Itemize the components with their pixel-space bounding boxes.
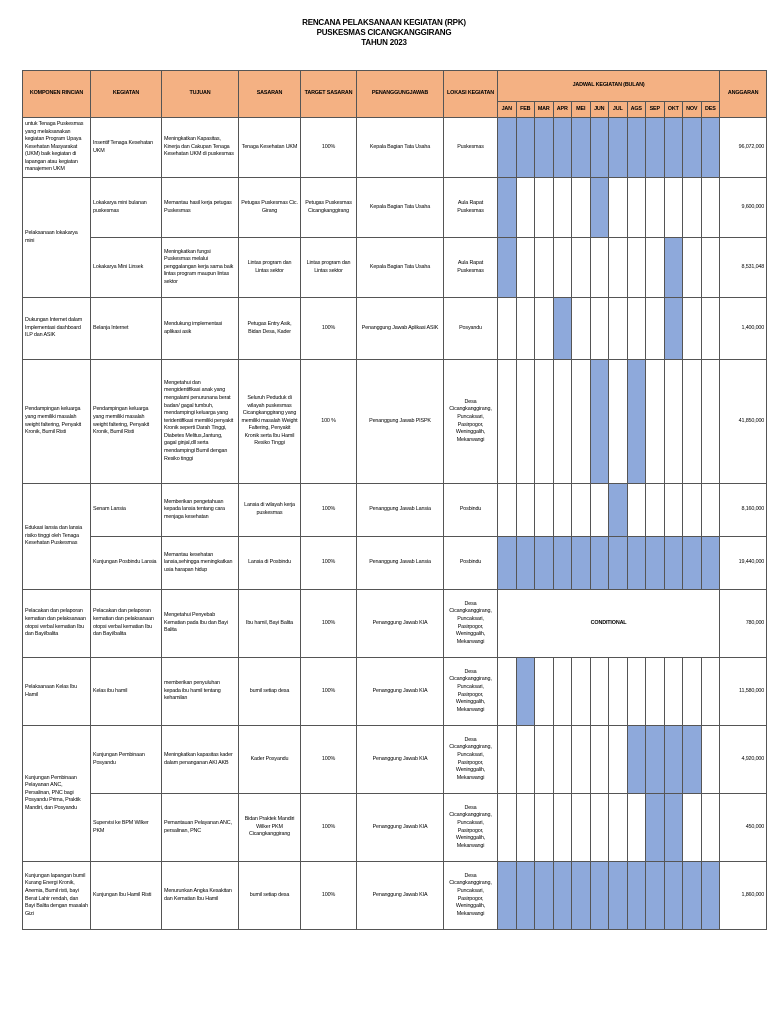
sasaran-cell: bumil setiap desa [239, 658, 301, 726]
table-row [23, 360, 767, 484]
tujuan-cell: Meningkatkan kapasitas kader dalam penanganan AKI AKB [162, 726, 239, 794]
schedule-cell [683, 118, 702, 178]
tujuan-cell: Meningkatkan Kapasitas, Kinerja dan Cakupan Tenaga Kesehatan UKM di puskesmas [162, 118, 239, 178]
schedule-cell [553, 794, 572, 862]
kegiatan-cell: Kunjungan Pembinaan Posyandu [91, 726, 162, 794]
schedule-cell [535, 794, 554, 862]
schedule-cell [572, 537, 591, 590]
month-header: DES [701, 102, 720, 118]
schedule-cell [627, 862, 646, 930]
target-cell: 100% [301, 537, 357, 590]
target-cell: 100% [301, 658, 357, 726]
schedule-cell [553, 178, 572, 238]
anggaran-cell: 4,920,000 [720, 726, 767, 794]
schedule-cell [498, 726, 517, 794]
table-row [23, 862, 767, 930]
penanggung-cell: Penanggung Jawab KIA [357, 658, 444, 726]
schedule-cell [590, 238, 609, 298]
schedule-cell [664, 726, 683, 794]
month-header: APR [553, 102, 572, 118]
schedule-cell [590, 794, 609, 862]
schedule-cell [701, 658, 720, 726]
anggaran-cell: 1,400,000 [720, 298, 767, 360]
lokasi-cell: Desa Cicangkanggirang, Puncaksari, Pasirpogor, Weninggalih, Mekarwangi [444, 794, 498, 862]
schedule-cell [627, 360, 646, 484]
tujuan-cell: Memberikan pengetahuan kepada lansia tentang cara menjaga kesehatan [162, 484, 239, 537]
kegiatan-cell: Senam Lansia [91, 484, 162, 537]
col-sasaran: SASARAN [239, 71, 301, 118]
schedule-cell [683, 178, 702, 238]
schedule-cell [516, 298, 535, 360]
month-header: JAN [498, 102, 517, 118]
kegiatan-cell: Belanja Internet [91, 298, 162, 360]
schedule-cell [627, 238, 646, 298]
schedule-cell [498, 658, 517, 726]
schedule-cell [683, 862, 702, 930]
schedule-cell [553, 238, 572, 298]
schedule-cell [683, 360, 702, 484]
schedule-cell [701, 537, 720, 590]
tujuan-cell: Meningkatkan fungsi Puskesmas melalui penggalangan kerja sama baik lintas program maupun lintas sektor [162, 238, 239, 298]
schedule-cell [516, 360, 535, 484]
doc-title-line3: TAHUN 2023 [361, 38, 407, 47]
month-header: OKT [664, 102, 683, 118]
anggaran-cell: 8,160,000 [720, 484, 767, 537]
schedule-cell [646, 484, 665, 537]
schedule-cell [590, 726, 609, 794]
conditional-cell: CONDITIONAL [498, 590, 720, 658]
schedule-cell [683, 298, 702, 360]
schedule-cell [664, 298, 683, 360]
table-row [23, 658, 767, 726]
schedule-cell [516, 726, 535, 794]
penanggung-cell: Kepala Bagian Tata Usaha [357, 238, 444, 298]
sasaran-cell: Tenaga Kesehatan UKM [239, 118, 301, 178]
lokasi-cell: Puskesmas [444, 118, 498, 178]
schedule-cell [701, 178, 720, 238]
schedule-cell [683, 658, 702, 726]
schedule-cell [553, 658, 572, 726]
schedule-cell [683, 537, 702, 590]
tujuan-cell: Mendukung implementasi aplikasi asik [162, 298, 239, 360]
komponen-cell: Edukasi lansia dan lansia risiko tinggi oleh Tenaga Kesehatan Puskesmas [23, 484, 91, 590]
penanggung-cell: Penanggung Jawab KIA [357, 590, 444, 658]
schedule-cell [627, 537, 646, 590]
month-header: MAR [535, 102, 554, 118]
schedule-cell [590, 862, 609, 930]
schedule-cell [572, 298, 591, 360]
schedule-cell [646, 862, 665, 930]
sasaran-cell: Lansia di Posbindu [239, 537, 301, 590]
kegiatan-cell: Lokakarya mini bulanan puskesmas [91, 178, 162, 238]
schedule-cell [535, 537, 554, 590]
tujuan-cell: Memantau hasil kerja petugas Puskesmas [162, 178, 239, 238]
schedule-cell [609, 862, 628, 930]
schedule-cell [516, 118, 535, 178]
schedule-cell [553, 298, 572, 360]
target-cell: 100% [301, 118, 357, 178]
schedule-cell [498, 238, 517, 298]
schedule-cell [590, 298, 609, 360]
schedule-cell [646, 238, 665, 298]
schedule-cell [664, 794, 683, 862]
schedule-cell [535, 178, 554, 238]
col-tujuan: TUJUAN [162, 71, 239, 118]
sasaran-cell: Lansia di wilayah kerja puskesmas [239, 484, 301, 537]
schedule-cell [516, 862, 535, 930]
schedule-cell [609, 178, 628, 238]
komponen-cell: Dukungan Internet dalam Implementasi dashboard ILP dan ASIK [23, 298, 91, 360]
schedule-cell [627, 658, 646, 726]
schedule-cell [646, 658, 665, 726]
schedule-cell [664, 658, 683, 726]
sasaran-cell: Kader Posyandu [239, 726, 301, 794]
schedule-cell [701, 360, 720, 484]
anggaran-cell: 11,580,000 [720, 658, 767, 726]
schedule-cell [553, 537, 572, 590]
anggaran-cell: 19,440,000 [720, 537, 767, 590]
komponen-cell: untuk Tenaga Puskesmas yang melaksanakan kegiatan Program Upaya Kesehatan Masyarakat (UKM) baik kegiatan di lapangan atau kegiatan manajemen UKM [23, 118, 91, 178]
schedule-cell [701, 298, 720, 360]
schedule-cell [609, 360, 628, 484]
table-row [23, 794, 767, 862]
schedule-cell [646, 726, 665, 794]
anggaran-cell: 8,531,048 [720, 238, 767, 298]
schedule-cell [553, 484, 572, 537]
schedule-cell [572, 178, 591, 238]
schedule-cell [498, 484, 517, 537]
schedule-cell [609, 658, 628, 726]
col-target: TARGET SASARAN [301, 71, 357, 118]
schedule-cell [701, 118, 720, 178]
komponen-cell: Pelacakan dan pelaporan kematian dan pelaksanaan otopsi verbal kematian Ibu dan Bayi/balita [23, 590, 91, 658]
sasaran-cell: bumil setiap desa [239, 862, 301, 930]
kegiatan-cell: Kunjungan Ibu Hamil Risti [91, 862, 162, 930]
target-cell: 100% [301, 590, 357, 658]
schedule-cell [535, 238, 554, 298]
schedule-cell [516, 484, 535, 537]
penanggung-cell: Kepala Bagian Tata Usaha [357, 178, 444, 238]
schedule-cell [701, 794, 720, 862]
target-cell: 100% [301, 794, 357, 862]
table-row [23, 298, 767, 360]
schedule-cell [498, 118, 517, 178]
schedule-cell [683, 238, 702, 298]
schedule-cell [609, 726, 628, 794]
tujuan-cell: Mengetahui dan mengidentifikasi anak yang mengalami penurunana berat badan/ gagal tumbuh, mendampingi keluarga yang teridentifikasi memiliki penyakit Kronik seperti Darah Tinggi, Diabetes Melitus,Jantung, gagal ginjal,dll serta mendampingi Bumil dengan Resiko tinggi [162, 360, 239, 484]
sasaran-cell: Petugas Entry Asik, Bidan Desa, Kader [239, 298, 301, 360]
schedule-cell [498, 862, 517, 930]
schedule-cell [516, 658, 535, 726]
schedule-cell [627, 178, 646, 238]
table-row [23, 484, 767, 537]
rpk-table [22, 70, 767, 930]
schedule-cell [664, 178, 683, 238]
kegiatan-cell: Insentif Tenaga Kesehatan UKM [91, 118, 162, 178]
col-komponen: KOMPONEN RINCIAN [23, 71, 91, 118]
schedule-cell [498, 794, 517, 862]
schedule-cell [646, 794, 665, 862]
target-cell: 100% [301, 298, 357, 360]
lokasi-cell: Desa Cicangkanggirang, Puncaksari, Pasirpogor, Weninggalih, Mekarwangi [444, 360, 498, 484]
target-cell: Petugas Puskesmas Cicangkanggirang [301, 178, 357, 238]
sasaran-cell: Seluruh Peduduk di wilayah puskesmas Cicangkanggirang yang memiliki masalah Weight Faltering, Penyakit Kronik serta Ibu Hamil Resiko Tinggi [239, 360, 301, 484]
lokasi-cell: Desa Cicangkanggirang, Puncaksari, Pasirpogor, Weninggalih, Mekarwangi [444, 862, 498, 930]
kegiatan-cell: Pendampingan keluarga yang memiliki masalah weight faltering, Penyakit Kronik, Bumil Risti [91, 360, 162, 484]
col-penanggung: PENANGGUNGJAWAB [357, 71, 444, 118]
schedule-cell [498, 298, 517, 360]
anggaran-cell: 9,600,000 [720, 178, 767, 238]
schedule-cell [553, 118, 572, 178]
schedule-cell [498, 178, 517, 238]
col-lokasi: LOKASI KEGIATAN [444, 71, 498, 118]
schedule-cell [609, 238, 628, 298]
sasaran-cell: Lintas program dan Lintas sektor [239, 238, 301, 298]
penanggung-cell: Penanggung Jawab KIA [357, 726, 444, 794]
schedule-cell [646, 178, 665, 238]
schedule-cell [498, 360, 517, 484]
tujuan-cell: Pemantauan Pelayanan ANC, persalinan, PNC [162, 794, 239, 862]
month-header: SEP [646, 102, 665, 118]
lokasi-cell: Desa Cicangkanggirang, Puncaksari, Pasirpogor, Weninggalih, Mekarwangi [444, 658, 498, 726]
schedule-cell [664, 862, 683, 930]
schedule-cell [627, 794, 646, 862]
schedule-cell [535, 360, 554, 484]
table-row [23, 726, 767, 794]
anggaran-cell: 450,000 [720, 794, 767, 862]
doc-title-line1: RENCANA PELAKSANAAN KEGIATAN (RPK) [302, 18, 466, 27]
lokasi-cell: Desa Cicangkanggirang, Puncaksari, Pasirpogor, Weninggalih, Mekarwangi [444, 590, 498, 658]
month-header: NOV [683, 102, 702, 118]
penanggung-cell: Penanggung Jawab Aplikasi ASIK [357, 298, 444, 360]
schedule-cell [683, 726, 702, 794]
month-header: JUN [590, 102, 609, 118]
anggaran-cell: 780,000 [720, 590, 767, 658]
schedule-cell [683, 484, 702, 537]
schedule-cell [572, 658, 591, 726]
target-cell: Lintas program dan Lintas sektor [301, 238, 357, 298]
schedule-cell [701, 238, 720, 298]
schedule-cell [572, 484, 591, 537]
komponen-cell: Pelaksanaan lokakarya mini [23, 178, 91, 298]
schedule-cell [609, 537, 628, 590]
lokasi-cell: Desa Cicangkanggirang, Puncaksari, Pasirpogor, Weninggalih, Mekarwangi [444, 726, 498, 794]
schedule-cell [535, 658, 554, 726]
schedule-cell [572, 726, 591, 794]
schedule-cell [516, 178, 535, 238]
schedule-cell [572, 238, 591, 298]
kegiatan-cell: Kunjungan Posbindu Lansia [91, 537, 162, 590]
penanggung-cell: Penanggung Jawab Lansia [357, 484, 444, 537]
lokasi-cell: Posbindu [444, 537, 498, 590]
lokasi-cell: Posyandu [444, 298, 498, 360]
schedule-cell [609, 794, 628, 862]
tujuan-cell: Menurunkan Angka Kesakitan dan Kematian Ibu Hamil [162, 862, 239, 930]
table-row [23, 238, 767, 298]
schedule-cell [590, 178, 609, 238]
target-cell: 100% [301, 862, 357, 930]
penanggung-cell: Penanggung Jawab Lansia [357, 537, 444, 590]
penanggung-cell: Penanggung Jawab PISPK [357, 360, 444, 484]
kegiatan-cell: Kelas ibu hamil [91, 658, 162, 726]
month-header: FEB [516, 102, 535, 118]
schedule-cell [572, 360, 591, 484]
komponen-cell: Kunjungan lapangan bumil Kurang Energi Kronik, Anemia, Bumil risti, bayi Berat Lahir rendah, dan Bayi Balita dengan masalah Gizi [23, 862, 91, 930]
schedule-cell [572, 794, 591, 862]
schedule-cell [535, 118, 554, 178]
table-row [23, 537, 767, 590]
schedule-cell [535, 484, 554, 537]
schedule-cell [535, 726, 554, 794]
kegiatan-cell: Pelacakan dan pelaporan kematian dan pelaksanaan otopsi verbal kematian Ibu dan Bayi/balita [91, 590, 162, 658]
schedule-cell [664, 484, 683, 537]
lokasi-cell: Aula Rapat Puskesmas [444, 238, 498, 298]
schedule-cell [516, 794, 535, 862]
doc-title-line2: PUSKESMAS CICANGKANGGIRANG [316, 28, 452, 37]
penanggung-cell: Penanggung Jawab KIA [357, 794, 444, 862]
tujuan-cell: memberikan penyuluhan kepada ibu hamil tentang kehamilan [162, 658, 239, 726]
target-cell: 100% [301, 726, 357, 794]
schedule-cell [701, 862, 720, 930]
schedule-cell [553, 862, 572, 930]
schedule-cell [590, 118, 609, 178]
schedule-cell [590, 484, 609, 537]
penanggung-cell: Kepala Bagian Tata Usaha [357, 118, 444, 178]
schedule-cell [701, 484, 720, 537]
schedule-cell [572, 862, 591, 930]
table-row [23, 178, 767, 238]
schedule-cell [535, 862, 554, 930]
schedule-cell [590, 360, 609, 484]
sasaran-cell: Ibu hamil, Bayi Balita [239, 590, 301, 658]
schedule-cell [701, 726, 720, 794]
schedule-cell [664, 238, 683, 298]
schedule-cell [646, 118, 665, 178]
penanggung-cell: Penanggung Jawab KIA [357, 862, 444, 930]
schedule-cell [572, 118, 591, 178]
schedule-cell [498, 537, 517, 590]
schedule-cell [627, 726, 646, 794]
sasaran-cell: Petugas Puskesmas Cic. Girang [239, 178, 301, 238]
schedule-cell [609, 118, 628, 178]
col-jadwal: JADWAL KEGIATAN (BULAN) [498, 71, 720, 102]
schedule-cell [646, 537, 665, 590]
schedule-cell [516, 537, 535, 590]
schedule-cell [516, 238, 535, 298]
schedule-cell [664, 537, 683, 590]
tujuan-cell: Mengetahui Penyebab Kematian pada Ibu dan Bayi Balita [162, 590, 239, 658]
tujuan-cell: Memantau kesehatan lansia,sehingga meningkatkan usia harapan hidup [162, 537, 239, 590]
anggaran-cell: 96,072,000 [720, 118, 767, 178]
schedule-cell [535, 298, 554, 360]
table-row [23, 590, 767, 658]
schedule-cell [627, 484, 646, 537]
month-header: MEI [572, 102, 591, 118]
schedule-cell [664, 360, 683, 484]
schedule-cell [664, 118, 683, 178]
month-header: AGS [627, 102, 646, 118]
table-row [23, 118, 767, 178]
target-cell: 100 % [301, 360, 357, 484]
schedule-cell [683, 794, 702, 862]
lokasi-cell: Aula Rapat Puskesmas [444, 178, 498, 238]
anggaran-cell: 41,850,000 [720, 360, 767, 484]
schedule-cell [609, 484, 628, 537]
anggaran-cell: 1,860,000 [720, 862, 767, 930]
schedule-cell [627, 118, 646, 178]
kegiatan-cell: Supervisi ke BPM Wilker PKM [91, 794, 162, 862]
schedule-cell [627, 298, 646, 360]
month-header: JUL [609, 102, 628, 118]
komponen-cell: Pelaksanaan Kelas Ibu Hamil [23, 658, 91, 726]
schedule-cell [553, 726, 572, 794]
komponen-cell: Kunjungan Pembinaan Pelayanan ANC, Persalinan, PNC bagi Posyandu Prima, Praktik Mandiri, dan Posyandu [23, 726, 91, 862]
target-cell: 100% [301, 484, 357, 537]
schedule-cell [553, 360, 572, 484]
kegiatan-cell: Lokakarya Mini Linsek [91, 238, 162, 298]
sasaran-cell: Bidan Praktek Mandiri Wilker PKM Cicangkanggirang [239, 794, 301, 862]
schedule-cell [609, 298, 628, 360]
lokasi-cell: Posbindu [444, 484, 498, 537]
schedule-cell [646, 360, 665, 484]
schedule-cell [590, 537, 609, 590]
col-kegiatan: KEGIATAN [91, 71, 162, 118]
schedule-cell [590, 658, 609, 726]
col-anggaran: ANGGARAN [720, 71, 767, 118]
komponen-cell: Pendampingan keluarga yang memiliki masalah weight faltering, Penyakit Kronik, Bumil Risti [23, 360, 91, 484]
schedule-cell [646, 298, 665, 360]
